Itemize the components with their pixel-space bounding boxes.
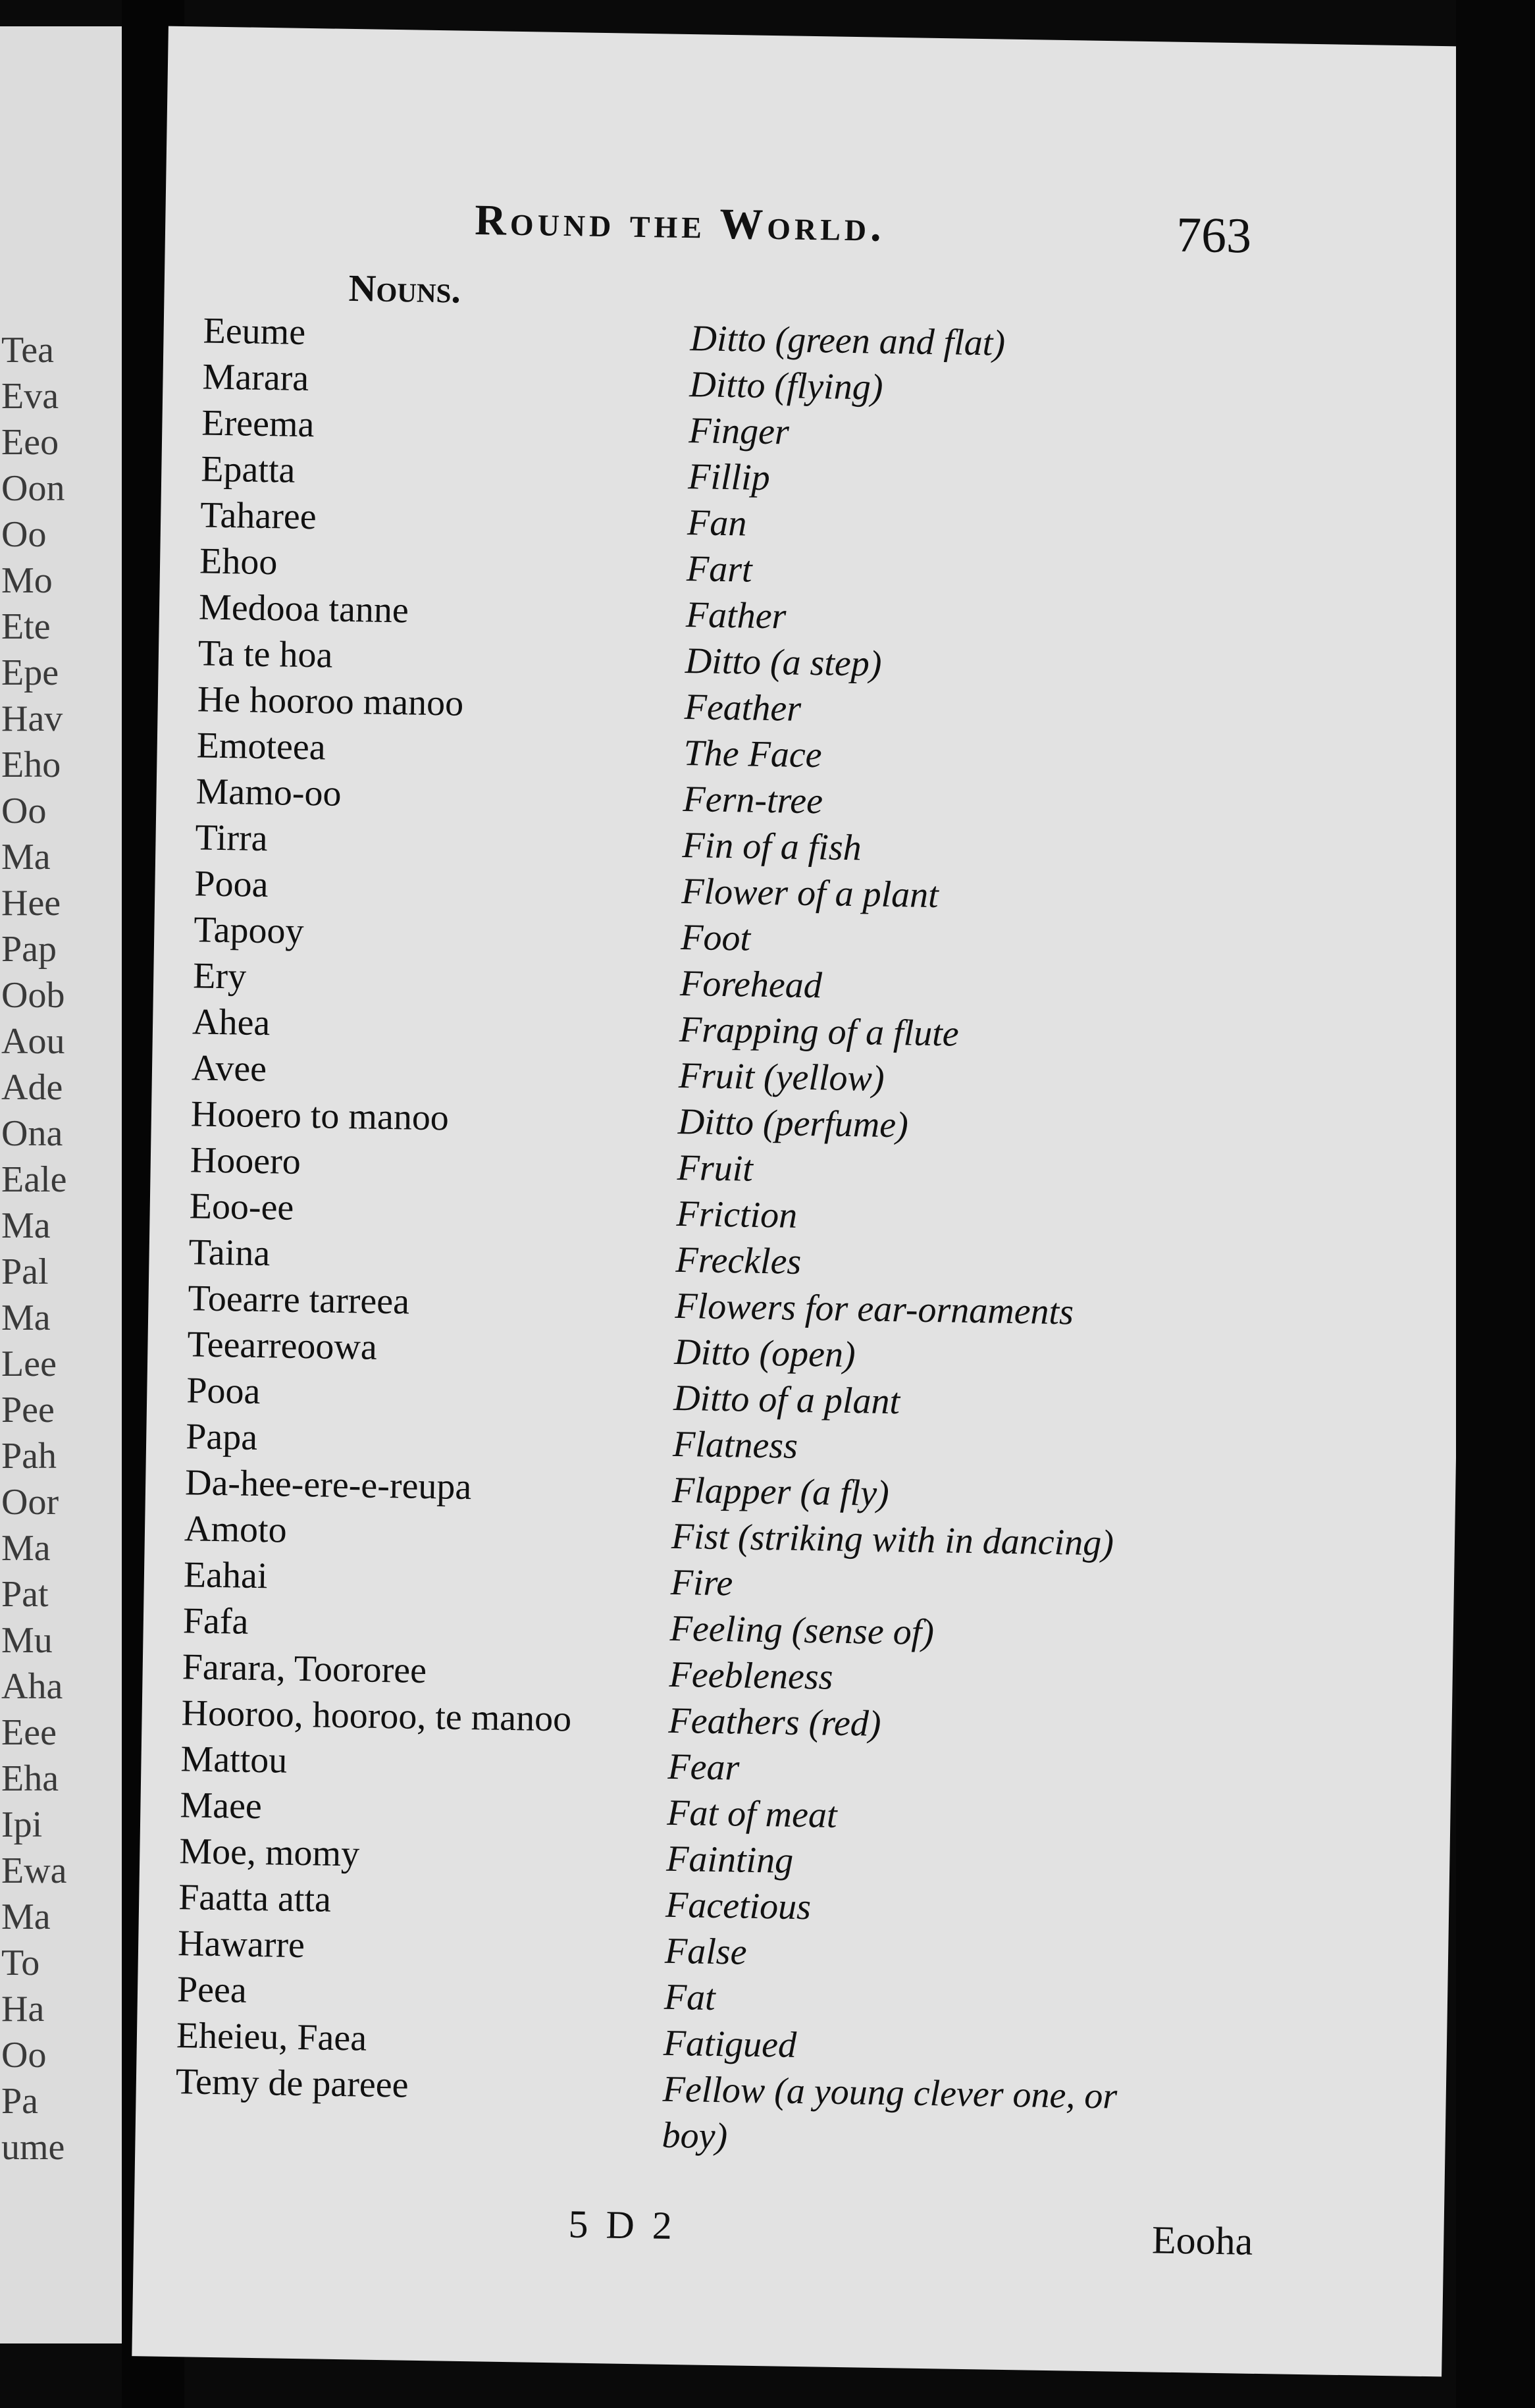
facing-page-text: Ipi xyxy=(1,1804,43,1845)
native-word: Ery xyxy=(192,955,247,997)
english-meaning: Ditto (flying) xyxy=(689,364,883,408)
english-meaning: boy) xyxy=(662,2114,728,2157)
facing-page-text: ume xyxy=(1,2127,65,2168)
facing-page-text: Oob xyxy=(1,975,65,1016)
facing-page-text: Oo xyxy=(1,2035,47,2076)
native-word: Hooero to manoo xyxy=(190,1093,450,1139)
facing-page-text: Aou xyxy=(1,1021,65,1062)
native-word: Peea xyxy=(176,1969,247,2011)
facing-page-text: Oo xyxy=(1,791,47,831)
english-meaning: False xyxy=(664,1930,747,1973)
english-meaning: The Face xyxy=(683,733,823,776)
native-word: He hooroo manoo xyxy=(197,679,464,724)
native-word: Ta te hoa xyxy=(197,633,333,676)
facing-page-text: Mo xyxy=(1,560,53,601)
native-word: Ahea xyxy=(192,1001,271,1044)
facing-page-text: Eho xyxy=(1,745,61,785)
native-word: Moe, momy xyxy=(178,1831,360,1875)
facing-page-text: Oo xyxy=(1,514,47,555)
english-meaning: Feathers (red) xyxy=(668,1700,881,1744)
facing-page-text: Oon xyxy=(1,468,65,509)
facing-page-text: Ma xyxy=(1,1205,51,1246)
facing-page-text: Aha xyxy=(1,1666,63,1707)
native-word: Taina xyxy=(188,1232,271,1274)
english-meaning: Facetious xyxy=(665,1884,812,1928)
facing-page-text: Ma xyxy=(1,1897,51,1937)
native-word: Avee xyxy=(191,1047,267,1090)
english-meaning: Fat of meat xyxy=(666,1792,838,1836)
native-word: Eeume xyxy=(203,310,306,353)
facing-page-text: Eeo xyxy=(1,422,59,463)
english-meaning: Feebleness xyxy=(669,1654,833,1698)
english-meaning: Fart xyxy=(686,548,753,590)
facing-page-text: Eha xyxy=(1,1758,59,1799)
english-meaning: Flowers for ear-ornaments xyxy=(674,1285,1074,1333)
native-word: Faatta atta xyxy=(178,1877,332,1920)
running-header: Round the World. xyxy=(474,196,886,251)
facing-page-text: Ete xyxy=(1,606,51,647)
english-meaning: Frapping of a flute xyxy=(679,1008,960,1055)
native-word: Fafa xyxy=(182,1600,249,1642)
facing-page-text: Pah xyxy=(1,1436,57,1477)
english-meaning: Forehead xyxy=(679,962,823,1007)
english-meaning: Fruit (yellow) xyxy=(678,1055,885,1099)
english-meaning: Ditto (green and flat) xyxy=(690,318,1006,364)
facing-page-text: Ha xyxy=(1,1989,45,2029)
english-meaning: Friction xyxy=(676,1193,798,1236)
native-word: Epatta xyxy=(200,448,296,491)
native-word: Farara, Toororee xyxy=(182,1646,427,1692)
native-word: Emoteea xyxy=(196,725,326,768)
facing-page-text: Pa xyxy=(1,2081,38,2122)
catchword: Eooha xyxy=(1151,2218,1253,2263)
english-meaning: Father xyxy=(685,594,787,637)
facing-page-fragment xyxy=(0,26,132,2343)
native-word: Temy de pareee xyxy=(175,2061,409,2106)
facing-page-text: Pal xyxy=(1,1251,49,1292)
native-word: Ereema xyxy=(201,402,315,446)
native-word: Pooa xyxy=(194,863,269,906)
english-meaning: Feeling (sense of) xyxy=(669,1608,935,1654)
facing-page-text: Ma xyxy=(1,1528,51,1569)
facing-page-text: Hee xyxy=(1,883,61,924)
native-word: Mamo-oo xyxy=(195,771,342,814)
page-number: 763 xyxy=(1176,207,1252,264)
english-meaning: Fat xyxy=(663,1976,716,2019)
facing-page-text: Lee xyxy=(1,1344,57,1384)
native-word: Pooa xyxy=(186,1370,261,1413)
native-word: Tirra xyxy=(195,817,268,860)
english-meaning: Flower of a plant xyxy=(681,870,939,916)
native-word: Toearre tarreea xyxy=(188,1278,410,1322)
native-word: Mattou xyxy=(180,1739,288,1781)
facing-page-text: Pap xyxy=(1,929,57,970)
facing-page-text: Tea xyxy=(1,330,55,371)
native-word: Medooa tanne xyxy=(198,587,409,631)
facing-page-text: Eva xyxy=(1,376,59,417)
facing-page-text: Pat xyxy=(1,1574,49,1615)
english-meaning: Freckles xyxy=(675,1239,802,1282)
english-meaning: Ditto (a step) xyxy=(685,641,882,685)
english-meaning: Fan xyxy=(687,502,747,544)
book-page xyxy=(132,26,1478,2377)
native-word: Maee xyxy=(179,1785,263,1827)
native-word: Hooero xyxy=(190,1139,301,1182)
english-meaning: Fruit xyxy=(677,1147,754,1190)
vocabulary-list xyxy=(164,309,1474,2157)
native-word: Hooroo, hooroo, te manoo xyxy=(181,1692,572,1740)
english-meaning: Ditto (open) xyxy=(673,1331,856,1376)
native-word: Eheieu, Faea xyxy=(176,2015,367,2059)
native-word: Marara xyxy=(202,356,309,400)
english-meaning: Fist (striking with in dancing) xyxy=(671,1515,1114,1564)
native-word: Eoo-ee xyxy=(189,1186,294,1228)
native-word: Papa xyxy=(185,1416,258,1458)
section-label: Nouns. xyxy=(348,266,461,311)
facing-page-text: Ma xyxy=(1,837,51,877)
native-word: Ehoo xyxy=(199,540,278,583)
english-meaning: Fainting xyxy=(665,1838,794,1881)
english-meaning: Ditto (perfume) xyxy=(677,1101,909,1146)
english-meaning: Flatness xyxy=(672,1423,798,1467)
facing-page-text: Ma xyxy=(1,1297,51,1338)
english-meaning: Fear xyxy=(667,1746,740,1789)
native-word: Da-hee-ere-e-reupa xyxy=(184,1462,472,1508)
facing-page-text: Mu xyxy=(1,1620,53,1661)
facing-page-text: Epe xyxy=(1,652,59,693)
facing-page-text: To xyxy=(1,1943,40,1983)
facing-page-text: Ona xyxy=(1,1113,63,1154)
english-meaning: Fellow (a young clever one, or xyxy=(662,2068,1118,2117)
book-edge-shadow xyxy=(1456,0,1535,2408)
facing-page-text: Eale xyxy=(1,1159,67,1200)
english-meaning: Finger xyxy=(688,410,790,453)
signature-mark: 5 D 2 xyxy=(568,2202,677,2248)
native-word: Tapooy xyxy=(193,909,304,952)
english-meaning: Fillip xyxy=(687,456,771,499)
english-meaning: Fern-tree xyxy=(683,779,823,822)
english-meaning: Fire xyxy=(670,1561,733,1604)
native-word: Eahai xyxy=(183,1554,268,1597)
english-meaning: Feather xyxy=(684,687,802,729)
facing-page-text: Hav xyxy=(1,698,63,739)
facing-page-text: Pee xyxy=(1,1390,55,1430)
english-meaning: Ditto of a plant xyxy=(673,1377,900,1423)
facing-page-text: Ade xyxy=(1,1067,63,1108)
facing-page-text: Oor xyxy=(1,1482,59,1523)
english-meaning: Fatigued xyxy=(663,2022,797,2066)
english-meaning: Flapper (a fly) xyxy=(671,1469,890,1515)
native-word: Teearreoowa xyxy=(186,1324,378,1368)
native-word: Amoto xyxy=(184,1508,288,1551)
english-meaning: Fin of a fish xyxy=(681,825,862,869)
native-word: Hawarre xyxy=(177,1923,305,1966)
native-word: Taharee xyxy=(199,494,317,538)
facing-page-text: Eee xyxy=(1,1712,57,1753)
english-meaning: Foot xyxy=(680,916,751,959)
facing-page-text: Ewa xyxy=(1,1850,67,1891)
